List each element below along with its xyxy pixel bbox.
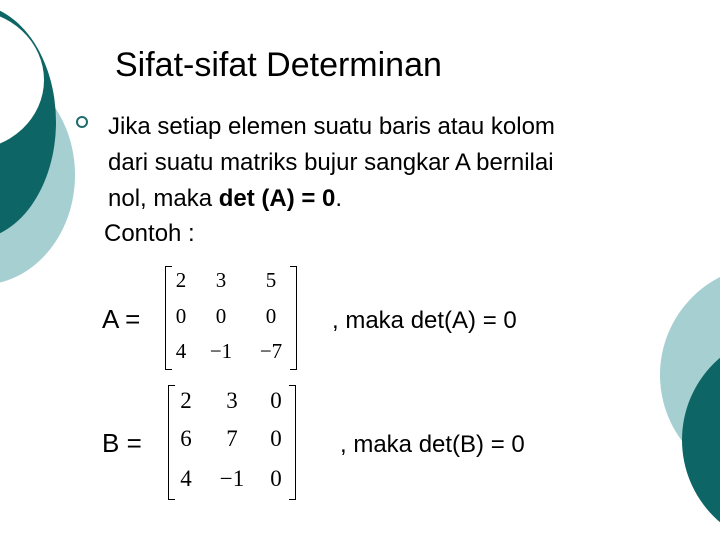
matrix-b-cell-r3c3: 0 (270, 466, 282, 491)
matrix-a-cell-r2c3: 0 (265, 304, 277, 328)
statement-formula: det (A) = 0 (218, 185, 336, 212)
slide-title: Sifat-sifat Determinan (115, 46, 442, 84)
property-statement (108, 109, 668, 217)
matrix-a-cell-r3c1: 4 (175, 339, 187, 363)
statement-line-1: Jika setiap elemen suatu baris atau kolom (108, 113, 555, 140)
matrix-a-cell-r2c2: 0 (215, 304, 227, 328)
matrix-a-cell-r2c1: 0 (175, 304, 187, 328)
matrix-b-cell-r3c2: −1 (219, 466, 245, 491)
matrix-a-cell-r1c2: 3 (215, 268, 227, 292)
example-label: Contoh : (104, 220, 195, 247)
matrix-a-cell-r1c3: 5 (265, 268, 277, 292)
matrix-b-cell-r2c3: 0 (270, 426, 282, 451)
matrix-a-cell-r3c3: −7 (259, 339, 283, 363)
matrix-a-cell-r1c1: 2 (175, 268, 187, 292)
matrix-b-cell-r2c2: 7 (226, 426, 238, 451)
matrix-b-cell-r2c1: 6 (180, 426, 192, 451)
matrix-b-cell-r1c2: 3 (226, 388, 238, 413)
matrix-a-result: , maka det(A) = 0 (332, 307, 517, 334)
matrix-a-cell-r3c2: −1 (209, 339, 233, 363)
statement-line-3-text: nol, maka (108, 185, 219, 212)
statement-period: . (335, 185, 343, 212)
matrix-a (165, 266, 297, 370)
matrix-b-label: B = (102, 428, 142, 458)
matrix-b-result: , maka det(B) = 0 (340, 431, 525, 458)
matrix-b-cell-r1c3: 0 (270, 388, 282, 413)
matrix-b-cell-r1c1: 2 (180, 388, 192, 413)
statement-line-2: dari suatu matriks bujur sangkar A bernilai (108, 149, 554, 176)
matrix-a-label: A = (102, 304, 141, 334)
matrix-b (168, 385, 296, 500)
statement-line-3 (108, 181, 668, 217)
matrix-b-cell-r3c1: 4 (180, 466, 192, 491)
hollow-circle-bullet-icon (76, 116, 88, 128)
